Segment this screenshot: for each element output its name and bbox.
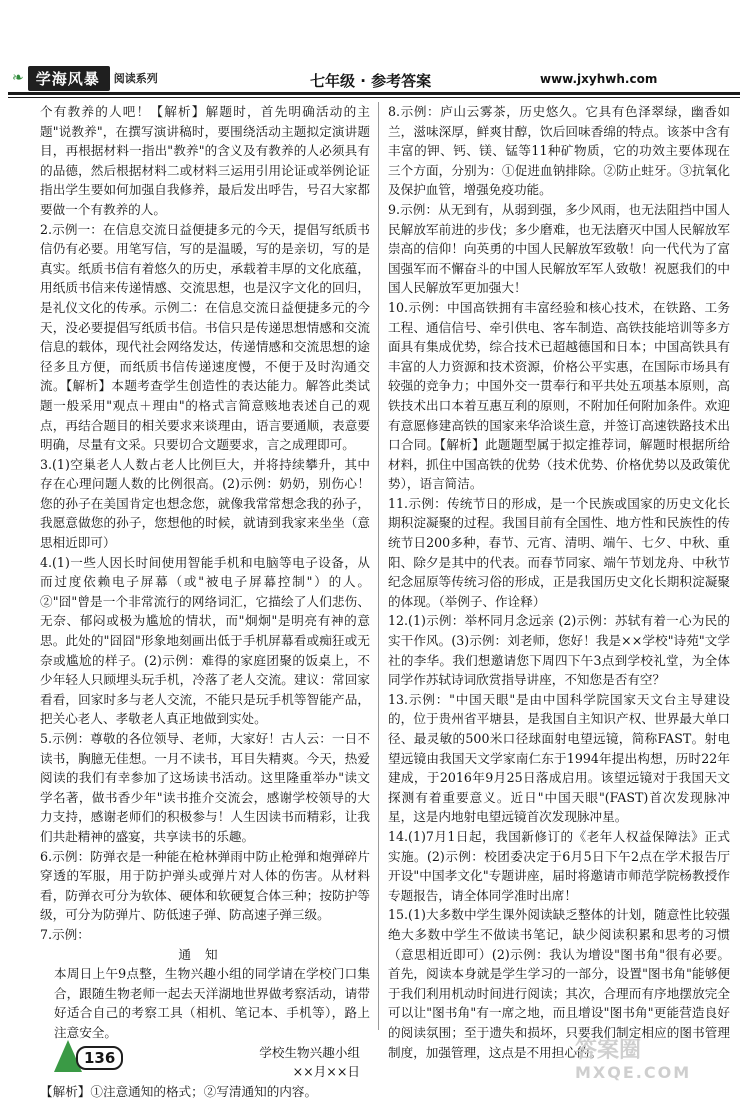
logo-title: 学海风暴 bbox=[28, 66, 110, 91]
answer-2: 2.示例一：在信息交流日益便捷多元的今天，提倡写纸质书信仍有必要。用笔写信，写的是温暖，写的是亲切，写的是真实。纸质书信有着悠久的历史，承载着丰厚的文化底蕴，用纸质书信来传递情感、交流思想，也是汉字文化的回归，是礼仪文化的传承。示例二：在信息交流日益便捷多元的今天，没必要提倡写纸质书信。书信只是传递思想情感和交流信息的载体，现代社会网络发达，传递情感和交流思想的途径多且方便，而纸质书信传递速度慢，不便于及时沟通交流。【解析】本题考查学生创造性的表达能力。解答此类试题一般采用"观点＋理由"的格式言简意赅地表述自己的观点，再结合题目的相关要求来谈理由，语言要通顺，表意要明确，尽量有文采。只要切合文题要求，言之成理即可。 bbox=[40, 221, 370, 453]
right-column bbox=[388, 102, 730, 1062]
notice-title: 通知 bbox=[178, 946, 232, 962]
answer-8: 8.示例：庐山云雾茶，历史悠久。它具有色泽翠绿，幽香如兰，滋味深厚，鲜爽甘醇，饮后回味香绵的特点。该茶中含有丰富的钾、钙、镁、锰等11种矿物质，它的功效主要体现在三个方面，分别为：①促进血钠排除。②防止蛀牙。③抗氧化及保护血管，增强免疫功能。 bbox=[388, 104, 730, 198]
grade-answer-heading: 七年级 · 参考答案 bbox=[310, 72, 432, 90]
answer-7-analysis: 【解析】①注意通知的格式；②写清通知的内容。 bbox=[40, 1083, 318, 1099]
answer-14: 14.(1)7月1日起，我国新修订的《老年人权益保障法》正式实施。(2)示例：校团委决定于6月5日下午2点在学术报告厅开设"中国孝文化"专题讲座，届时将邀请市师范学院杨教授作专题报告，请全体同学准时出席！ bbox=[388, 828, 730, 903]
leaf-icon: ❧ bbox=[12, 70, 24, 86]
answer-text: 个有教养的人吧！【解析】解题时，首先明确活动的主题"说教养"，在撰写演讲稿时，要围绕活动主题拟定演讲题目，再根据材料一指出"教养"的含义及有教养的人必须具有的品德，然后根据材料二或材料三运用引用论证或举例论证指出学生要如何加强自我修养，最后发出呼告，号召大家都要做一个有教养的人。 bbox=[40, 104, 370, 217]
answer-12: 12.(1)示例：举杯同月念远亲 (2)示例：苏轼有着一心为民的实干作风。(3)示例：刘老师，您好！我是××学校"诗苑"文学社的李华。我们想邀请您下周四下午3点到学校礼堂，为全体同学作苏轼诗词欣赏指导讲座，不知您是否有空？ bbox=[388, 613, 730, 688]
watermark-line2: MXQE.COM bbox=[575, 1063, 692, 1082]
series-logo bbox=[12, 66, 158, 90]
answer-15: 15.(1)大多数中学生课外阅读缺乏整体的计划，随意性比较强 绝大多数中学生不做读书笔记，缺少阅读积累和思考的习惯（意思相近即可）(2)示例：我认为增设"图书角"很有必要。首先，阅读本身就是学生学习的一部分，设置"图书角"能够便于我们利用机动时间进行阅读；其次，合理而有序地摆放完全可以让"图书角"有一席之地，而且增设"图书角"更能营造良好的阅读氛围；至于遗失和损坏，只要我们制定相应的图书管理制度，加强管理，这点是不用担心的。 bbox=[388, 907, 730, 1060]
header-rule-thick bbox=[8, 92, 740, 95]
watermark-line1: 答案圈 bbox=[575, 1038, 642, 1063]
notice-organization: 学校生物兴趣小组 bbox=[259, 1044, 360, 1060]
answer-13: 13.示例："中国天眼"是由中国科学院国家天文台主导建设的，位于贵州省平塘县，是我国自主知识产权、世界最大单口径、最灵敏的500米口径球面射电望远镜，简称FAST。射电望远镜由我国天文学家南仁东于1994年提出构想，历时22年建成，于2016年9月25日落成启用。该望远镜对于我国天文探测有着重要意义。近日"中国天眼"(FAST)首次发现脉冲星，这是内地射电望远镜首次发现脉冲星。 bbox=[388, 691, 730, 825]
header-rule-thin bbox=[8, 97, 740, 98]
notice-date: ××月××日 bbox=[292, 1064, 360, 1080]
answer-10: 10.示例：中国高铁拥有丰富经验和核心技术，在铁路、工务工程、通信信号、牵引供电、客车制造、高铁技能培训等多方面具有集成优势，综合技术已超越德国和日本；中国高铁具有丰富的人力资源和技术资源，价格公平实惠，在国际市场具有较强的竞争力；中国外交一贯奉行和平共处五项基本原则，高铁技术出口本着互惠互利的原则，不附加任何附加条件。欢迎有意愿修建高铁的国家来华洽谈生意，并签订高速铁路技术出口合同。【解析】此题题型属于拟定推荐词，解题时根据所给材料，抓住中国高铁的优势（技术优势、价格优势以及政策优势），语言简洁。 bbox=[388, 299, 730, 492]
page-number-badge bbox=[54, 1040, 116, 1074]
notice-body: 本周日上午9点整，生物兴趣小组的同学请在学校门口集合，跟随生物老师一起去天洋湖地世界做考察活动，请带好适合自己的考察工具（相机、笔记本、手机等），路上注意安全。 bbox=[54, 966, 370, 1040]
watermark bbox=[575, 1040, 691, 1084]
page-number: 136 bbox=[76, 1046, 123, 1070]
answer-9: 9.示例：从无到有，从弱到强，多少风雨，也无法阻挡中国人民解放军前进的步伐；多少磨难，也无法磨灭中国人民解放军崇高的信仰！向英勇的中国人民解放军致敬！向一代代为了富国强军而不懈奋斗的中国人民解放军军人致敬！祝愿我们的中国人民解放军更加强大！ bbox=[388, 201, 730, 296]
answer-3: 3.(1)空巢老人人数占老人比例巨大，并将持续攀升，其中存在心理问题人数的比例很高。(2)示例：奶奶，别伤心！您的孙子在美国肯定也想念您，就像我常常想念我的孙子，我愿意做您的孙子，您想他的时候，就请到我家来坐坐（意思相近即可） bbox=[40, 456, 370, 551]
answer-7: 7.示例： bbox=[40, 926, 90, 942]
series-label: 阅读系列 bbox=[113, 72, 158, 85]
left-column bbox=[40, 102, 370, 1101]
answer-5: 5.示例：尊敬的各位领导、老师，大家好！古人云：一日不读书，胸臆无佳想。一月不读书，耳目失精爽。今天，热爱阅读的我们有幸参加了这场读书活动。这里隆重举办"读文学名著，做书香少年"读书推介交流会，感谢学校领导的大力支持，感谢老师们的积极参与！人生因读书而精彩，让我们共赴精神的盛宴，共享读书的乐趣。 bbox=[40, 731, 370, 844]
answer-11: 11.示例：传统节日的形成，是一个民族或国家的历史文化长期积淀凝聚的过程。我国目前有全国性、地方性和民族性的传统节日200多种，春节、元宵、清明、端午、七夕、中秋、重阳、除夕是其中的代表。而春节同家、端午节划龙舟、中秋节纪念屈原等传统习俗的形成，正是我国历史文化长期积淀凝聚的体现。（举例子、作诠释） bbox=[388, 495, 730, 609]
column-divider bbox=[378, 102, 379, 1030]
website-url: www.jxyhwh.com bbox=[540, 72, 658, 86]
page-header bbox=[0, 0, 750, 104]
answer-4: 4.(1)一些人因长时间使用智能手机和电脑等电子设备，从而过度依赖电子屏幕（或"被电子屏幕控制"）的人。②"囧"曾是一个非常流行的网络词汇，它描绘了人们悲伤、无奈、郁闷或极为尴尬的情状，而"炯炯"是明亮有神的意思。此处的"囧囧"形象地刻画出低于手机屏幕看或痴狂或无奈或尴尬的样子。(2)示例：难得的家庭团聚的饭桌上，不少年轻人只顾埋头玩手机，冷落了老人交流。建议：常回家看看，回家时多与老人交流，不能只是玩手机等智能产品，把关心老人、孝敬老人真正地做到实处。 bbox=[40, 554, 370, 727]
answer-6: 6.示例：防弹衣是一种能在枪林弹雨中防止枪弹和炮弹碎片穿透的军服，用于防护弹头或弹片对人体的伤害。从材料看，防弹衣可分为软体、硬体和软硬复合体三种；按防护等级，可分为防弹片、防低速子弹、防高速子弹三级。 bbox=[40, 848, 370, 923]
